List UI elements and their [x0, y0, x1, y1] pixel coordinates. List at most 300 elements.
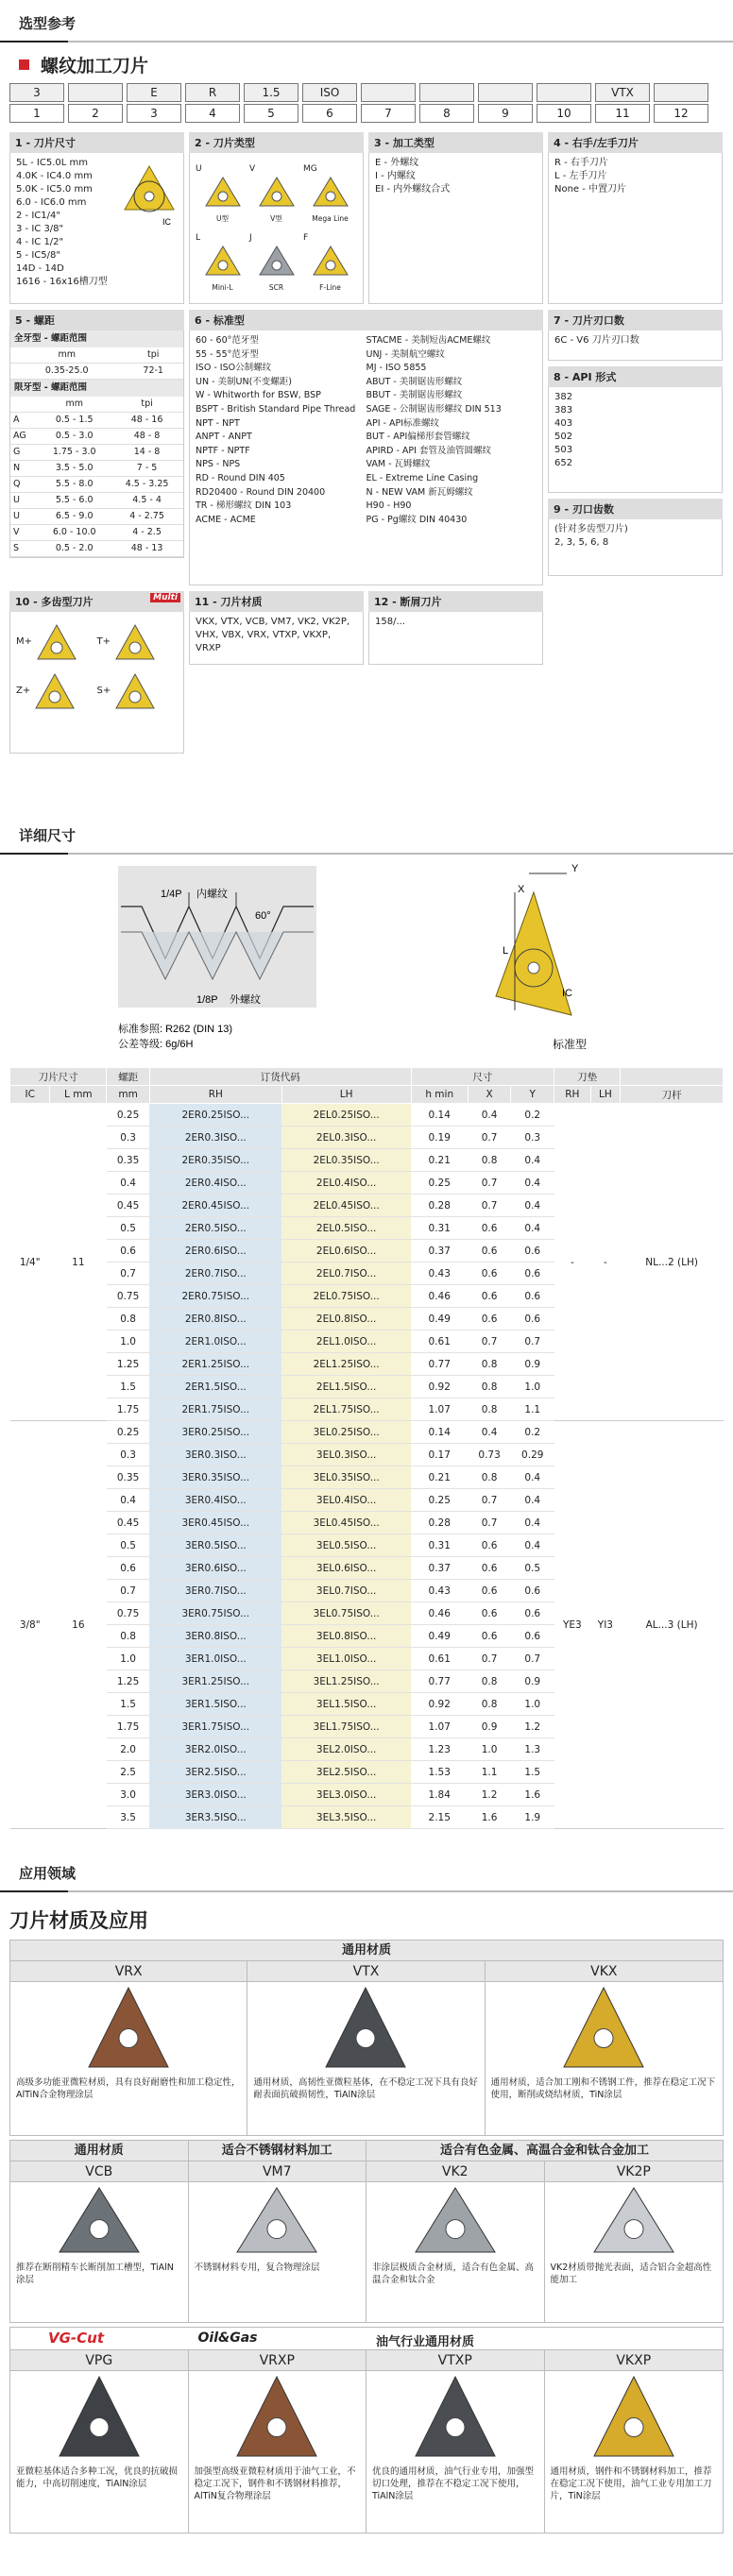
- code-value-2: [68, 83, 123, 102]
- multi-insert-icon: [34, 672, 76, 710]
- panel-machining-type-title: 3 - 加工类型: [368, 132, 543, 153]
- eighth-pitch-label: 1/8P: [196, 994, 218, 1006]
- code-col-11: [595, 83, 650, 123]
- rh-code-cell: 3ER3.0ISO...: [149, 1784, 281, 1806]
- pitch-cell: 0.4: [107, 1172, 150, 1195]
- hmin-cell: 0.14: [411, 1104, 468, 1127]
- dim-l: L: [503, 945, 509, 957]
- grade-cell-vm7: [189, 2161, 367, 2322]
- lh-code-cell: 3EL3.5ISO...: [281, 1806, 411, 1829]
- col-header: LH: [590, 1086, 621, 1104]
- code-value-7: [361, 83, 416, 102]
- lh-code-cell: 3EL0.75ISO...: [281, 1602, 411, 1625]
- standard-list-left: [196, 334, 366, 581]
- standard-item: N - NEW VAM 新瓦姆螺纹: [366, 486, 473, 498]
- x-cell: 0.7: [468, 1330, 511, 1353]
- group-specific-cells: [10, 2161, 723, 2322]
- hmin-cell: 0.37: [411, 1557, 468, 1580]
- hmin-cell: 0.37: [411, 1240, 468, 1263]
- machining-type-item: E - 外螺纹: [375, 158, 419, 168]
- rh-code-cell: 3ER1.5ISO...: [149, 1693, 281, 1716]
- lh-code-cell: 3EL0.35ISO...: [281, 1466, 411, 1489]
- x-cell: 0.7: [468, 1512, 511, 1534]
- lh-code-cell: 3EL0.5ISO...: [281, 1534, 411, 1557]
- insert-triangle-icon: [312, 176, 349, 208]
- pitch-cell: 0.5: [107, 1217, 150, 1240]
- dimensions-table: [9, 1067, 724, 1829]
- hmin-cell: 0.31: [411, 1534, 468, 1557]
- y-cell: 1.9: [511, 1806, 554, 1829]
- insert-ic-icon: [121, 162, 178, 229]
- pitch-cell: 3.5: [107, 1806, 150, 1829]
- pitch-cell: 0.25: [107, 1104, 150, 1127]
- grade-group-oilgas: [9, 2327, 724, 2534]
- y-cell: 0.4: [511, 1195, 554, 1217]
- hmin-cell: 0.25: [411, 1489, 468, 1512]
- y-cell: 1.5: [511, 1761, 554, 1784]
- rh-code-cell: 3ER0.4ISO...: [149, 1489, 281, 1512]
- insert-type-code: L: [196, 233, 201, 243]
- hmin-cell: 0.21: [411, 1466, 468, 1489]
- y-cell: 0.6: [511, 1602, 554, 1625]
- grade-description: VK2材质带抛光表面，适合铝合金超高性能加工: [550, 2262, 712, 2285]
- holder-cell: NL...2 (LH): [621, 1104, 724, 1421]
- code-index-6: 6: [302, 104, 357, 123]
- panel-chipbreaker-title: 12 - 断屑刀片: [368, 591, 543, 612]
- hmin-cell: 0.28: [411, 1195, 468, 1217]
- insert-dimension-drawing: [496, 863, 579, 1015]
- shimlh-cell: YI3: [590, 1421, 621, 1829]
- insert-type-caption: V型: [270, 214, 282, 223]
- lh-code-cell: 3EL0.4ISO...: [281, 1489, 411, 1512]
- insert-type-code: J: [249, 233, 252, 243]
- standard-item: TR - 梯形螺纹 DIN 103: [196, 500, 292, 512]
- panel-multi-body: [9, 612, 184, 754]
- hmin-cell: 0.49: [411, 1308, 468, 1330]
- rh-code-cell: 3ER0.25ISO...: [149, 1421, 281, 1444]
- section-title-applications: 应用领域: [0, 1850, 733, 1892]
- pitch-mm: 0.35-25.0: [10, 364, 123, 380]
- code-col-10: [537, 83, 591, 123]
- rh-code-cell: 2ER0.25ISO...: [149, 1104, 281, 1127]
- code-index-12: 12: [654, 104, 708, 123]
- rh-code-cell: 2ER1.5ISO...: [149, 1376, 281, 1398]
- panel-multi-title: [9, 591, 184, 612]
- x-cell: 0.6: [468, 1557, 511, 1580]
- pitch-cell: 0.6: [107, 1240, 150, 1263]
- standard-item: EL - Extreme Line Casing: [366, 472, 479, 483]
- api-item: 383: [554, 405, 573, 415]
- group-shim: 刀垫: [554, 1068, 621, 1086]
- lh-code-cell: 2EL1.5ISO...: [281, 1376, 411, 1398]
- panel-insert-size: [9, 132, 184, 304]
- y-cell: 0.4: [511, 1172, 554, 1195]
- lh-code-cell: 2EL0.75ISO...: [281, 1285, 411, 1308]
- standard-item: ISO - ISO公制螺纹: [196, 363, 272, 374]
- pitch-cell: 0.5 - 1.5: [38, 413, 111, 429]
- code-index-3: 3: [127, 104, 181, 123]
- y-cell: 1.3: [511, 1738, 554, 1761]
- x-cell: 0.6: [468, 1580, 511, 1602]
- x-cell: 0.4: [468, 1421, 511, 1444]
- grade-cell-vkx: [486, 1961, 723, 2135]
- partial-profile-table: [10, 397, 183, 557]
- lh-code-cell: 2EL1.0ISO...: [281, 1330, 411, 1353]
- hmin-cell: 0.28: [411, 1512, 468, 1534]
- standard-item: API - API标准螺纹: [366, 417, 440, 429]
- standard-item: RD - Round DIN 405: [196, 472, 285, 483]
- grade-insert-icon: [577, 2371, 690, 2462]
- insert-size-item: 5.0K - IC5.0 mm: [16, 184, 93, 195]
- x-cell: 0.7: [468, 1127, 511, 1149]
- x-cell: 0.8: [468, 1398, 511, 1421]
- y-cell: 0.6: [511, 1625, 554, 1648]
- lh-code-cell: 2EL0.3ISO...: [281, 1127, 411, 1149]
- multi-label: Z+: [16, 686, 31, 696]
- lh-code-cell: 3EL1.0ISO...: [281, 1648, 411, 1670]
- y-cell: 0.6: [511, 1580, 554, 1602]
- machining-type-item: I - 内螺纹: [375, 171, 416, 181]
- panel-hand: [548, 132, 723, 304]
- table-col-header: [10, 1086, 724, 1104]
- lh-code-cell: 3EL1.25ISO...: [281, 1670, 411, 1693]
- lh-code-cell: 3EL0.25ISO...: [281, 1421, 411, 1444]
- insert-type-code: F: [303, 233, 309, 243]
- internal-thread-label: 内螺纹: [196, 889, 228, 900]
- full-profile-table: [10, 347, 183, 380]
- y-cell: 0.6: [511, 1240, 554, 1263]
- grade-description: 优良的通用材质，油气行业专用，加强型切口处理，推荐在不稳定工况下使用，TiAlN涂层: [372, 2466, 535, 2501]
- code-index-4: 4: [185, 104, 240, 123]
- pitch-cell: 0.45: [107, 1512, 150, 1534]
- dim-x: X: [518, 884, 525, 895]
- x-cell: 1.1: [468, 1761, 511, 1784]
- lh-code-cell: 2EL1.25ISO...: [281, 1353, 411, 1376]
- pitch-cell: 48 - 13: [111, 541, 183, 557]
- pitch-cell: 1.75: [107, 1398, 150, 1421]
- panel-teeth-title: 9 - 刃口齿数: [548, 499, 723, 519]
- pitch-cell: 3.0: [107, 1784, 150, 1806]
- pitch-cell: 5.5 - 6.0: [38, 493, 111, 509]
- rh-code-cell: 3ER0.7ISO...: [149, 1580, 281, 1602]
- grade-name: VPG: [10, 2350, 188, 2371]
- lh-code-cell: 2EL0.5ISO...: [281, 1217, 411, 1240]
- panel-right-stack: [548, 310, 723, 585]
- rh-code-cell: 3ER1.25ISO...: [149, 1670, 281, 1693]
- standard-item: PG - Pg螺纹 DIN 40430: [366, 514, 468, 525]
- shimrh-cell: -: [554, 1104, 591, 1421]
- panel-hand-title: 4 - 右手/左手刀片: [548, 132, 723, 153]
- y-cell: 0.29: [511, 1444, 554, 1466]
- pitch-cell: 0.5: [107, 1534, 150, 1557]
- group-oilgas-cells: [10, 2350, 723, 2533]
- api-item: 502: [554, 432, 573, 442]
- grade-name: VM7: [189, 2161, 366, 2182]
- pitch-cell: 14 - 8: [111, 445, 183, 461]
- code-col-3: [127, 83, 181, 123]
- lh-code-cell: 3EL2.5ISO...: [281, 1761, 411, 1784]
- multi-label: S+: [96, 686, 111, 696]
- shimrh-cell: YE3: [554, 1421, 591, 1829]
- pitch-cell: 0.25: [107, 1421, 150, 1444]
- pitch-cell: 0.6: [107, 1557, 150, 1580]
- pitch-row: [10, 445, 183, 461]
- code-index-1: 1: [9, 104, 64, 123]
- pitch-row: [10, 541, 183, 557]
- pitch-row: [10, 525, 183, 541]
- pitch-cell: 1.75 - 3.0: [38, 445, 111, 461]
- lh-code-cell: 2EL1.75ISO...: [281, 1398, 411, 1421]
- x-cell: 0.6: [468, 1308, 511, 1330]
- hmin-cell: 2.15: [411, 1806, 468, 1829]
- col-header: 刀杆: [621, 1086, 724, 1104]
- panel-grade: [189, 591, 364, 754]
- pitch-cell: 1.75: [107, 1716, 150, 1738]
- lh-code-cell: 3EL0.45ISO...: [281, 1512, 411, 1534]
- code-index-7: 7: [361, 104, 416, 123]
- pitch-cell: V: [10, 525, 38, 541]
- insert-type-l: [196, 231, 249, 295]
- hmin-cell: 0.49: [411, 1625, 468, 1648]
- standard-item: ABUT - 美制锯齿形螺纹: [366, 376, 463, 387]
- insert-type-v: [249, 162, 303, 226]
- section-title-dimensions: 详细尺寸: [0, 812, 733, 855]
- panel-insert-type-title: 2 - 刀片类型: [189, 132, 364, 153]
- x-cell: 0.7: [468, 1172, 511, 1195]
- pitch-cell: 0.7: [107, 1580, 150, 1602]
- code-col-2: [68, 83, 123, 123]
- y-cell: 0.7: [511, 1330, 554, 1353]
- grade-cell-vpg: [10, 2350, 189, 2533]
- y-cell: 0.9: [511, 1353, 554, 1376]
- x-cell: 0.6: [468, 1534, 511, 1557]
- grade-name: VKX: [486, 1961, 723, 1982]
- grade-insert-icon: [72, 1982, 185, 2073]
- pitch-cell: 0.3: [107, 1127, 150, 1149]
- teeth-list: [548, 519, 723, 576]
- x-cell: 0.8: [468, 1466, 511, 1489]
- length-cell: 16: [50, 1421, 107, 1829]
- rh-code-cell: 2ER1.0ISO...: [149, 1330, 281, 1353]
- dim-ic: IC: [562, 988, 572, 999]
- pitch-cell: 1.25: [107, 1670, 150, 1693]
- shimlh-cell: -: [590, 1104, 621, 1421]
- group-size: 刀片尺寸: [10, 1068, 107, 1086]
- rh-code-cell: 3ER0.8ISO...: [149, 1625, 281, 1648]
- col-header: LH: [281, 1086, 411, 1104]
- pitch-cell: 4 - 2.75: [111, 509, 183, 525]
- y-cell: 1.1: [511, 1398, 554, 1421]
- rh-code-cell: 3ER3.5ISO...: [149, 1806, 281, 1829]
- panel-api-title: 8 - API 形式: [548, 366, 723, 387]
- api-item: 652: [554, 458, 573, 468]
- col-mm: mm: [38, 397, 111, 413]
- rh-code-cell: 2ER0.4ISO...: [149, 1172, 281, 1195]
- rh-code-cell: 3ER0.45ISO...: [149, 1512, 281, 1534]
- panel-standard-body: [189, 330, 543, 585]
- code-value-4: R: [185, 83, 240, 102]
- pitch-cell: 2.5: [107, 1761, 150, 1784]
- teeth-item: (针对多齿型刀片): [554, 524, 628, 534]
- panel-insert-size-body: [9, 153, 184, 304]
- pitch-tpi: 72-1: [123, 364, 183, 380]
- oilgas-head: 油气行业通用材质: [376, 2335, 475, 2349]
- x-cell: 0.7: [468, 1648, 511, 1670]
- rh-code-cell: 2ER0.45ISO...: [149, 1195, 281, 1217]
- pitch-cell: 0.5 - 3.0: [38, 429, 111, 445]
- pitch-cell: 0.8: [107, 1308, 150, 1330]
- grade-cell-vrx: [10, 1961, 247, 2135]
- multi-insert-1: [97, 623, 179, 661]
- hmin-cell: 0.92: [411, 1376, 468, 1398]
- x-cell: 0.73: [468, 1444, 511, 1466]
- y-cell: 0.4: [511, 1512, 554, 1534]
- pitch-cell: 0.7: [107, 1263, 150, 1285]
- code-col-8: [419, 83, 474, 123]
- rh-code-cell: 2ER0.8ISO...: [149, 1308, 281, 1330]
- code-col-12: [654, 83, 708, 123]
- machining-type-list: [368, 153, 543, 304]
- lh-code-cell: 3EL0.7ISO...: [281, 1580, 411, 1602]
- standard-item: UN - 美制UN(不变螺距): [196, 376, 292, 387]
- pitch-cell: S: [10, 541, 38, 557]
- grade-name: VK2: [366, 2161, 544, 2182]
- panel-pitch-body: [9, 330, 184, 558]
- code-value-11: VTX: [595, 83, 650, 102]
- hmin-cell: 0.14: [411, 1421, 468, 1444]
- insert-type-grid: [196, 162, 357, 295]
- grade-insert-icon: [220, 2182, 333, 2258]
- code-value-8: [419, 83, 474, 102]
- rh-code-cell: 3ER0.6ISO...: [149, 1557, 281, 1580]
- hmin-cell: 0.61: [411, 1648, 468, 1670]
- pitch-cell: 6.5 - 9.0: [38, 509, 111, 525]
- y-cell: 0.6: [511, 1285, 554, 1308]
- grade-name: VRXP: [189, 2350, 366, 2371]
- code-col-9: [478, 83, 533, 123]
- x-cell: 0.7: [468, 1195, 511, 1217]
- group-dimensions: 尺寸: [411, 1068, 554, 1086]
- insert-size-item: 5L - IC5.0L mm: [16, 158, 88, 168]
- x-cell: 0.8: [468, 1353, 511, 1376]
- insert-type-code: MG: [303, 164, 317, 174]
- hmin-cell: 0.17: [411, 1444, 468, 1466]
- multi-insert-icon: [114, 672, 156, 710]
- insert-size-item: 3 - IC 3/8": [16, 224, 64, 234]
- insert-size-item: 6.0 - IC6.0 mm: [16, 197, 87, 208]
- insert-type-caption: Mini-L: [212, 283, 233, 292]
- pitch-cell: 1.25: [107, 1353, 150, 1376]
- insert-triangle-icon: [258, 176, 296, 208]
- y-cell: 0.4: [511, 1149, 554, 1172]
- x-cell: 0.9: [468, 1716, 511, 1738]
- grade-insert-icon: [43, 2182, 156, 2258]
- grade-name: VCB: [10, 2161, 188, 2182]
- pitch-cell: N: [10, 461, 38, 477]
- standard-item: 60 - 60°范牙型: [196, 335, 259, 346]
- standard-reference: 标准参照: R262 (DIN 13): [118, 1024, 233, 1035]
- x-cell: 1.0: [468, 1738, 511, 1761]
- x-cell: 1.2: [468, 1784, 511, 1806]
- hmin-cell: 0.77: [411, 1670, 468, 1693]
- pitch-cell: AG: [10, 429, 38, 445]
- rh-code-cell: 2ER0.75ISO...: [149, 1285, 281, 1308]
- insert-type-code: U: [196, 164, 202, 174]
- grade-cell-vcb: [10, 2161, 189, 2322]
- col-tpi: tpi: [123, 347, 183, 364]
- thread-profile-diagram: [0, 855, 733, 1058]
- rh-code-cell: 2ER1.75ISO...: [149, 1398, 281, 1421]
- pitch-cell: 4.5 - 3.25: [111, 477, 183, 493]
- insert-triangle-icon: [258, 245, 296, 277]
- standard-item: ACME - ACME: [196, 514, 256, 525]
- lh-code-cell: 2EL0.6ISO...: [281, 1240, 411, 1263]
- code-index-8: 8: [419, 104, 474, 123]
- ic-cell: 3/8": [10, 1421, 50, 1829]
- lh-code-cell: 3EL3.0ISO...: [281, 1784, 411, 1806]
- pitch-row: [10, 461, 183, 477]
- table-row: [10, 1421, 724, 1444]
- vg-cut-logo: VG-Cut: [48, 2330, 105, 2347]
- pitch-cell: 4 - 2.5: [111, 525, 183, 541]
- rh-code-cell: 2ER1.25ISO...: [149, 1353, 281, 1376]
- multi-insert-3: [97, 672, 179, 710]
- col-header: L mm: [50, 1086, 107, 1104]
- grade-insert-icon: [309, 1982, 422, 2073]
- code-value-10: [537, 83, 591, 102]
- standard-item: UNJ - 美制航空螺纹: [366, 348, 445, 360]
- y-cell: 1.0: [511, 1693, 554, 1716]
- x-cell: 0.8: [468, 1149, 511, 1172]
- code-index-10: 10: [537, 104, 591, 123]
- insert-type-caption: Mega Line: [312, 214, 349, 223]
- pitch-cell: 1.0: [107, 1330, 150, 1353]
- pitch-cell: Q: [10, 477, 38, 493]
- panel-machining-type: [368, 132, 543, 304]
- group-pitch: 螺距: [107, 1068, 150, 1086]
- hmin-cell: 0.19: [411, 1127, 468, 1149]
- dim-y: Y: [571, 863, 579, 874]
- code-index-9: 9: [478, 104, 533, 123]
- teeth-item: 2, 3, 5, 6, 8: [554, 537, 609, 548]
- grade-item: VHX, VBX, VRX, VTXP, VKXP, VRXP: [196, 630, 332, 653]
- thread-diagram-area: [0, 855, 733, 1058]
- standard-item: W - Whitworth for BSW, BSP: [196, 390, 321, 401]
- y-cell: 0.9: [511, 1670, 554, 1693]
- hmin-cell: 0.46: [411, 1285, 468, 1308]
- section-title-selection: 选型参考: [0, 0, 733, 42]
- code-value-6: ISO: [302, 83, 357, 102]
- x-cell: 0.8: [468, 1376, 511, 1398]
- lh-code-cell: 2EL0.4ISO...: [281, 1172, 411, 1195]
- grade-description: 亚微粒基体适合多种工况，优良的抗破损能力，中高切削速度，TiAlN涂层: [16, 2466, 179, 2489]
- insert-size-item: 2 - IC1/4": [16, 211, 60, 221]
- insert-size-item: 4 - IC 1/2": [16, 237, 64, 247]
- code-col-1: [9, 83, 64, 123]
- insert-type-mg: [303, 162, 357, 226]
- insert-triangle-icon: [312, 245, 349, 277]
- group-order-code: 订货代码: [149, 1068, 411, 1086]
- head-stainless: 适合不锈钢材料加工: [189, 2141, 367, 2161]
- hmin-cell: 0.43: [411, 1580, 468, 1602]
- standard-item: 55 - 55°范牙型: [196, 348, 259, 360]
- grade-cell-vkxp: [545, 2350, 724, 2533]
- hmin-cell: 1.23: [411, 1738, 468, 1761]
- lh-code-cell: 2EL0.25ISO...: [281, 1104, 411, 1127]
- y-cell: 0.2: [511, 1421, 554, 1444]
- col-header: IC: [10, 1086, 50, 1104]
- head-general: 通用材质: [10, 2141, 189, 2161]
